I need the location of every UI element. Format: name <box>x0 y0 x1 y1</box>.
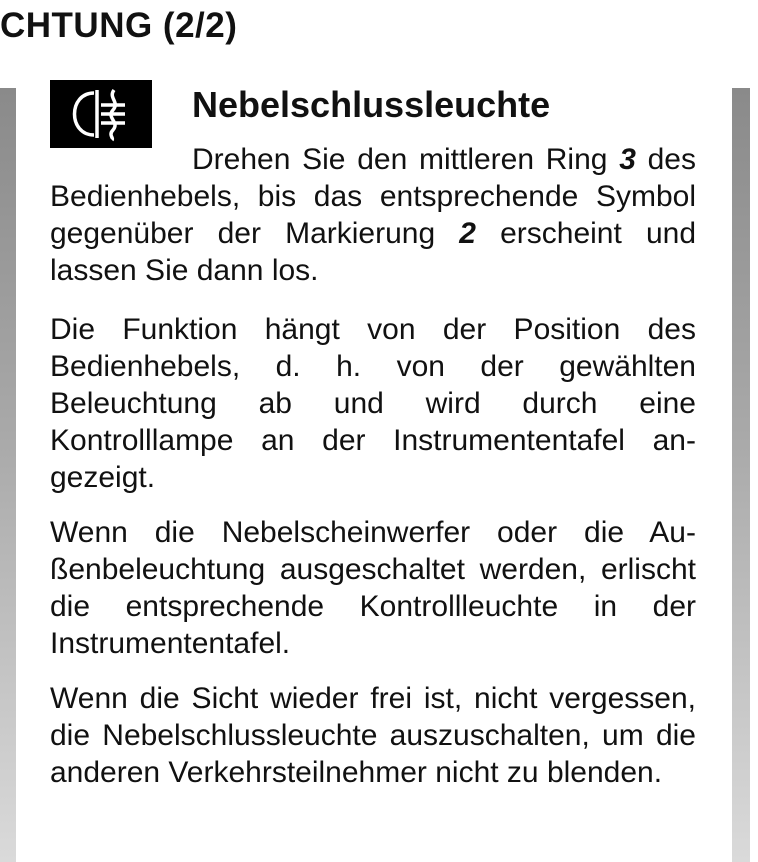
rear-fog-light-icon <box>50 80 152 148</box>
left-margin-bar <box>0 88 16 862</box>
paragraph-1-text-b: des Bedienhebels, bis das entsprechende Symbol gegenüber der Markierung <box>50 143 696 250</box>
paragraph-3: Wenn die Nebelscheinwerfer oder die Außenbeleuchtung ausgeschaltet werden, erlischt die entsprechende Kontrollleuchte in der Instrumententafel. <box>50 516 696 660</box>
reference-number: 3 <box>619 143 636 176</box>
paragraph-4: Wenn die Sicht wieder frei ist, nicht vergessen, die Nebelschlussleuchte auszuschalten, um die anderen Verkehrsteilnehmer nicht zu blenden. <box>50 682 696 789</box>
section-title: Nebelschlussleuchte <box>192 84 551 125</box>
paragraph-2: Die Funktion hängt von der Position des Bedienhebels, d. h. von der gewählten Beleuchtung ab und wird durch eine Kontrolllampe an der Instrumententafel angezeigt. <box>50 313 696 494</box>
paragraph-1 <box>50 141 696 289</box>
reference-number: 2 <box>459 217 476 250</box>
paragraph-1-text-c: erscheint und lassen Sie dann los. <box>50 217 697 287</box>
page-header-title: CHTUNG (2/2) <box>0 6 238 45</box>
paragraph-1-text-a: Drehen Sie den mittleren Ring <box>192 143 620 176</box>
right-margin-bar <box>732 88 750 862</box>
